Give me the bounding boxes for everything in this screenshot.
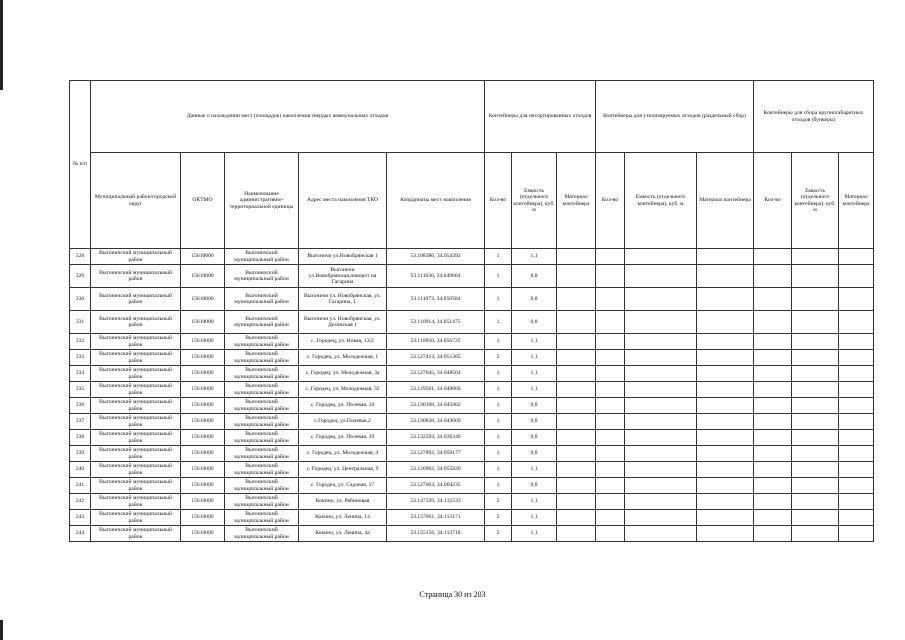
table-row [70, 334, 874, 350]
empty-cell [625, 382, 697, 398]
row-oktmo: 15610000 [181, 494, 225, 510]
row-qty: 1 [485, 265, 512, 288]
empty-cell [792, 478, 839, 494]
row-unit: Выгоничский муниципальный район [225, 311, 299, 334]
row-oktmo: 15610000 [181, 249, 225, 265]
row-number: 343 [70, 510, 91, 526]
row-qty: 1 [485, 398, 512, 414]
row-qty: 1 [485, 288, 512, 311]
empty-cell [557, 478, 596, 494]
table-row [70, 398, 874, 414]
row-number: 332 [70, 334, 91, 350]
table-row [70, 414, 874, 430]
empty-cell [754, 526, 792, 542]
col-volume-header: Емкость (отдельного контейнера), куб. м [792, 153, 839, 249]
row-address: с. Городец, ул. Молодежная, 4 [299, 446, 387, 462]
row-volume: 1,1 [512, 462, 557, 478]
empty-cell [557, 334, 596, 350]
empty-cell [754, 462, 792, 478]
row-volume: 1,1 [512, 350, 557, 366]
row-unit: Выгоничский муниципальный район [225, 249, 299, 265]
row-unit: Выгоничский муниципальный район [225, 494, 299, 510]
group-main-header: Данные о нахождении мест (площадок) накопления твердых коммунальных отходов [91, 81, 485, 153]
empty-cell [596, 494, 625, 510]
col-volume-header: Емкость (отдельного контейнера), куб. м [512, 153, 557, 249]
row-district: Выгоничский муниципальный район [91, 366, 181, 382]
row-number: 340 [70, 462, 91, 478]
row-unit: Выгоничский муниципальный район [225, 334, 299, 350]
row-volume: 1,1 [512, 334, 557, 350]
empty-cell [754, 510, 792, 526]
empty-cell [754, 398, 792, 414]
row-district: Выгоничский муниципальный район [91, 526, 181, 542]
row-volume: 0,8 [512, 311, 557, 334]
empty-cell [754, 430, 792, 446]
empty-cell [625, 350, 697, 366]
empty-cell [697, 366, 754, 382]
row-address: с. Городец, ул. Молодежная, 32 [299, 382, 387, 398]
row-qty: 2 [485, 510, 512, 526]
empty-cell [754, 414, 792, 430]
empty-cell [792, 249, 839, 265]
table-row [70, 462, 874, 478]
row-district: Выгоничский муниципальный район [91, 382, 181, 398]
empty-cell [697, 462, 754, 478]
col-material-header: Материал контейнера [697, 153, 754, 249]
col-coords-header: Координаты мест накопления [387, 153, 485, 249]
row-number: 337 [70, 414, 91, 430]
empty-cell [596, 414, 625, 430]
row-district: Выгоничский муниципальный район [91, 311, 181, 334]
scan-edge [0, 0, 3, 90]
row-address: Кокино, ул. Рябиновая [299, 494, 387, 510]
empty-cell [625, 414, 697, 430]
empty-cell [697, 249, 754, 265]
row-qty: 1 [485, 366, 512, 382]
row-volume: 0,8 [512, 430, 557, 446]
empty-cell [839, 526, 874, 542]
empty-cell [596, 382, 625, 398]
empty-cell [557, 462, 596, 478]
row-number: 328 [70, 249, 91, 265]
row-coords: 53.127413, 34.051365 [387, 350, 485, 366]
row-district: Выгоничский муниципальный район [91, 446, 181, 462]
empty-cell [557, 494, 596, 510]
row-oktmo: 15610000 [181, 446, 225, 462]
row-qty: 1 [485, 430, 512, 446]
row-district: Выгоничский муниципальный район [91, 334, 181, 350]
empty-cell [557, 398, 596, 414]
empty-cell [754, 446, 792, 462]
table-row [70, 366, 874, 382]
row-address: с. Городец, ул. Новая, 13/2 [299, 334, 387, 350]
row-qty: 1 [485, 414, 512, 430]
col-qty-header: Кол-во [485, 153, 512, 249]
empty-cell [557, 288, 596, 311]
row-unit: Выгоничский муниципальный район [225, 366, 299, 382]
row-address: с. Городец, ул. Центральная, 9 [299, 462, 387, 478]
row-number: 330 [70, 288, 91, 311]
row-address: с. Городец, ул. Полевая, 39 [299, 430, 387, 446]
empty-cell [557, 311, 596, 334]
table-row [70, 249, 874, 265]
empty-cell [754, 478, 792, 494]
row-number: 344 [70, 526, 91, 542]
empty-cell [596, 526, 625, 542]
table-row [70, 430, 874, 446]
empty-cell [557, 350, 596, 366]
table-row [70, 311, 874, 334]
row-unit: Выгоничский муниципальный район [225, 526, 299, 542]
row-number: 335 [70, 382, 91, 398]
empty-cell [596, 334, 625, 350]
empty-cell [839, 462, 874, 478]
row-address: Выгоничи ул. Новобрянская, ул. Гагарина, 1 [299, 288, 387, 311]
empty-cell [596, 478, 625, 494]
empty-cell [792, 288, 839, 311]
row-oktmo: 15610000 [181, 334, 225, 350]
row-volume: 1,1 [512, 510, 557, 526]
row-oktmo: 15610000 [181, 398, 225, 414]
row-unit: Выгоничский муниципальный район [225, 288, 299, 311]
row-unit: Выгоничский муниципальный район [225, 478, 299, 494]
col-oktmo-header: ОКТМО [181, 153, 225, 249]
empty-cell [792, 414, 839, 430]
empty-cell [697, 265, 754, 288]
col-material-header: Материал контейнера [557, 153, 596, 249]
empty-cell [596, 366, 625, 382]
empty-cell [596, 446, 625, 462]
row-oktmo: 15610000 [181, 510, 225, 526]
row-coords: 53.127892, 34.050177 [387, 446, 485, 462]
empty-cell [697, 288, 754, 311]
empty-cell [625, 249, 697, 265]
empty-cell [792, 398, 839, 414]
row-oktmo: 15610000 [181, 414, 225, 430]
group-sorted-header: Контейнеры для утилизируемых отходов (раздельный сбор) [596, 81, 754, 153]
empty-cell [625, 510, 697, 526]
row-address: с.Городец, ул.Полевая,2 [299, 414, 387, 430]
row-coords: 53.155156, 34.113718 [387, 526, 485, 542]
empty-cell [839, 510, 874, 526]
row-number: 336 [70, 398, 91, 414]
empty-cell [697, 446, 754, 462]
empty-cell [839, 249, 874, 265]
empty-cell [839, 311, 874, 334]
empty-cell [625, 446, 697, 462]
col-address-header: Адрес места накопления ТКО [299, 153, 387, 249]
empty-cell [625, 526, 697, 542]
page-number: Страница 30 из 203 [419, 590, 486, 599]
empty-cell [839, 494, 874, 510]
empty-cell [596, 510, 625, 526]
row-number: 331 [70, 311, 91, 334]
row-volume: 1,1 [512, 382, 557, 398]
empty-cell [839, 382, 874, 398]
empty-cell [792, 382, 839, 398]
empty-cell [625, 334, 697, 350]
row-qty: 2 [485, 526, 512, 542]
empty-cell [697, 414, 754, 430]
row-number: 329 [70, 265, 91, 288]
row-oktmo: 15610000 [181, 366, 225, 382]
table-row [70, 446, 874, 462]
empty-cell [839, 366, 874, 382]
empty-cell [792, 430, 839, 446]
empty-cell [754, 494, 792, 510]
row-volume: 0,8 [512, 288, 557, 311]
row-address: с. Городец, ул. Молодежная, 3а [299, 366, 387, 382]
row-coords: 53.147339, 34.131533 [387, 494, 485, 510]
row-coords: 53.130838, 34.043009 [387, 414, 485, 430]
row-unit: Выгоничский муниципальный район [225, 446, 299, 462]
empty-cell [839, 288, 874, 311]
group-bulky-header: Контейнеры для сбора крупногабаритных отходов (бункеры) [754, 81, 874, 153]
row-qty: 2 [485, 494, 512, 510]
empty-cell [792, 265, 839, 288]
row-coords: 53.127063, 34.064235 [387, 478, 485, 494]
empty-cell [697, 334, 754, 350]
table-row [70, 288, 874, 311]
row-qty: 1 [485, 334, 512, 350]
empty-cell [625, 478, 697, 494]
row-qty: 1 [485, 462, 512, 478]
row-district: Выгоничский муниципальный район [91, 249, 181, 265]
empty-cell [792, 462, 839, 478]
row-oktmo: 15610000 [181, 430, 225, 446]
empty-cell [596, 430, 625, 446]
row-volume: 0,8 [512, 398, 557, 414]
empty-cell [754, 334, 792, 350]
row-district: Выгоничский муниципальный район [91, 478, 181, 494]
row-address: Кокино, ул. Ленина, 4а [299, 526, 387, 542]
scan-edge [0, 620, 3, 640]
row-coords: 53.111036, 34.049664 [387, 265, 485, 288]
empty-cell [697, 478, 754, 494]
row-oktmo: 15610000 [181, 350, 225, 366]
empty-cell [596, 311, 625, 334]
empty-cell [596, 249, 625, 265]
row-number: 333 [70, 350, 91, 366]
row-district: Выгоничский муниципальный район [91, 494, 181, 510]
row-coords: 53.129561, 34.040066 [387, 382, 485, 398]
row-coords: 53.157861, 34.113171 [387, 510, 485, 526]
row-volume: 0,8 [512, 414, 557, 430]
empty-cell [697, 311, 754, 334]
row-address: Выгоничи ул.Новобрянская,поворот на Гагарина [299, 265, 387, 288]
row-unit: Выгоничский муниципальный район [225, 265, 299, 288]
empty-cell [557, 265, 596, 288]
empty-cell [625, 311, 697, 334]
row-coords: 53.127645, 34.048564 [387, 366, 485, 382]
col-qty-header: Кол-во [754, 153, 792, 249]
empty-cell [839, 350, 874, 366]
row-number: 342 [70, 494, 91, 510]
row-address: Выгоничи ул.Новобрянская 1 [299, 249, 387, 265]
row-qty: 1 [485, 446, 512, 462]
empty-cell [625, 366, 697, 382]
row-volume: 1,1 [512, 494, 557, 510]
empty-cell [557, 510, 596, 526]
empty-cell [839, 265, 874, 288]
row-coords: 53.111973, 34.050584 [387, 288, 485, 311]
table-row [70, 510, 874, 526]
table-row [70, 265, 874, 288]
empty-cell [792, 311, 839, 334]
empty-cell [839, 446, 874, 462]
row-district: Выгоничский муниципальный район [91, 462, 181, 478]
empty-cell [596, 462, 625, 478]
col-number-header: № п/п [70, 81, 91, 249]
empty-cell [625, 462, 697, 478]
empty-cell [839, 430, 874, 446]
empty-cell [557, 446, 596, 462]
row-district: Выгоничский муниципальный район [91, 430, 181, 446]
row-coords: 53.132593, 34.036346 [387, 430, 485, 446]
row-district: Выгоничский муниципальный район [91, 414, 181, 430]
row-qty: 2 [485, 350, 512, 366]
row-oktmo: 15610000 [181, 265, 225, 288]
empty-cell [792, 510, 839, 526]
row-number: 341 [70, 478, 91, 494]
empty-cell [625, 494, 697, 510]
empty-cell [625, 430, 697, 446]
row-coords: 53.130108, 34.045862 [387, 398, 485, 414]
empty-cell [754, 249, 792, 265]
empty-cell [697, 510, 754, 526]
empty-cell [754, 366, 792, 382]
empty-cell [792, 526, 839, 542]
row-oktmo: 15610000 [181, 462, 225, 478]
table-row [70, 382, 874, 398]
empty-cell [596, 288, 625, 311]
empty-cell [697, 382, 754, 398]
col-district-header: Муниципальный район/городской округ [91, 153, 181, 249]
row-qty: 1 [485, 478, 512, 494]
row-unit: Выгоничский муниципальный район [225, 350, 299, 366]
row-unit: Выгоничский муниципальный район [225, 430, 299, 446]
empty-cell [792, 334, 839, 350]
row-volume: 1,1 [512, 249, 557, 265]
row-volume: 1,1 [512, 366, 557, 382]
row-address: с. Городец, ул. Полевая, 10 [299, 398, 387, 414]
table-row [70, 478, 874, 494]
empty-cell [625, 265, 697, 288]
empty-cell [792, 366, 839, 382]
waste-sites-table [69, 80, 874, 542]
row-number: 338 [70, 430, 91, 446]
row-unit: Выгоничский муниципальный район [225, 462, 299, 478]
row-volume: 1,1 [512, 526, 557, 542]
row-coords: 53.108386, 34.054392 [387, 249, 485, 265]
row-oktmo: 15610000 [181, 526, 225, 542]
row-coords: 53.110914, 34.051475 [387, 311, 485, 334]
col-qty-header: Кол-во [596, 153, 625, 249]
row-qty: 1 [485, 311, 512, 334]
col-unit-header: Наименование административно-территориальной единицы [225, 153, 299, 249]
row-qty: 1 [485, 249, 512, 265]
row-address: Кокино, ул. Ленина, 14 [299, 510, 387, 526]
empty-cell [557, 414, 596, 430]
row-address: с. Городец, ул. Садовая, 17 [299, 478, 387, 494]
empty-cell [792, 446, 839, 462]
row-oktmo: 15610000 [181, 311, 225, 334]
empty-cell [596, 265, 625, 288]
empty-cell [754, 350, 792, 366]
row-volume: 0,8 [512, 265, 557, 288]
row-number: 339 [70, 446, 91, 462]
row-number: 334 [70, 366, 91, 382]
empty-cell [697, 350, 754, 366]
row-oktmo: 15610000 [181, 478, 225, 494]
table-row [70, 350, 874, 366]
table-row [70, 526, 874, 542]
table-row [70, 494, 874, 510]
row-oktmo: 15610000 [181, 288, 225, 311]
row-district: Выгоничский муниципальный район [91, 288, 181, 311]
row-address: Выгоничи ул. Новобрянская, ул. Десянская 1 [299, 311, 387, 334]
empty-cell [754, 288, 792, 311]
row-district: Выгоничский муниципальный район [91, 350, 181, 366]
empty-cell [596, 398, 625, 414]
empty-cell [625, 398, 697, 414]
row-oktmo: 15610000 [181, 382, 225, 398]
empty-cell [754, 265, 792, 288]
empty-cell [557, 366, 596, 382]
row-unit: Выгоничский муниципальный район [225, 398, 299, 414]
empty-cell [839, 414, 874, 430]
row-district: Выгоничский муниципальный район [91, 510, 181, 526]
empty-cell [625, 288, 697, 311]
row-qty: 1 [485, 382, 512, 398]
row-address: с. Городец, ул. Молодежная, 1 [299, 350, 387, 366]
col-volume-header: Емкость (отдельного контейнера), куб. м [625, 153, 697, 249]
row-coords: 53.126962, 34.055820 [387, 462, 485, 478]
row-district: Выгоничский муниципальный район [91, 398, 181, 414]
row-unit: Выгоничский муниципальный район [225, 510, 299, 526]
row-volume: 0,8 [512, 446, 557, 462]
empty-cell [596, 350, 625, 366]
row-volume: 0,8 [512, 478, 557, 494]
empty-cell [697, 430, 754, 446]
empty-cell [839, 334, 874, 350]
empty-cell [792, 350, 839, 366]
empty-cell [839, 478, 874, 494]
row-district: Выгоничский муниципальный район [91, 265, 181, 288]
col-material-header: Материал контейнера [839, 153, 874, 249]
empty-cell [697, 398, 754, 414]
empty-cell [557, 249, 596, 265]
empty-cell [697, 494, 754, 510]
empty-cell [557, 526, 596, 542]
empty-cell [792, 494, 839, 510]
empty-cell [754, 311, 792, 334]
empty-cell [839, 398, 874, 414]
row-coords: 53.118950, 34.056725 [387, 334, 485, 350]
group-unsorted-header: Контейнеры для несортированных отходов [485, 81, 596, 153]
row-unit: Выгоничский муниципальный район [225, 414, 299, 430]
row-unit: Выгоничский муниципальный район [225, 382, 299, 398]
empty-cell [557, 382, 596, 398]
empty-cell [697, 526, 754, 542]
empty-cell [754, 382, 792, 398]
empty-cell [557, 430, 596, 446]
